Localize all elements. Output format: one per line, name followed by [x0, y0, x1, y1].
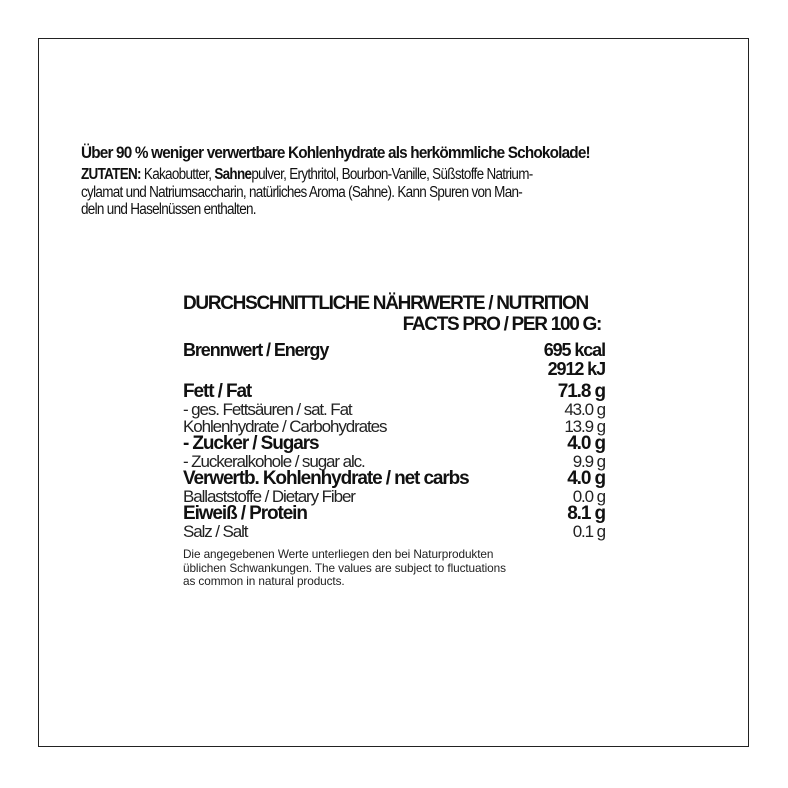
nutrient-value: 0.1 g [572, 522, 605, 541]
nutrient-value: 0.0 g [572, 487, 605, 506]
nutrient-value: 4.0 g [567, 433, 605, 454]
nutrient-label: Kohlenhydrate / Carbohydrates [183, 417, 387, 436]
nutrient-value: 71.8 g [557, 381, 605, 402]
energy-label: Brennwert / Energy [183, 340, 329, 360]
nutrient-value: 9.9 g [572, 452, 605, 471]
nutrient-label: - ges. Fettsäuren / sat. Fat [183, 400, 352, 419]
note-line-1: Die angegebenen Werte unterliegen den bei Naturprodukten [183, 547, 494, 561]
nutrient-label: Salz / Salt [183, 522, 248, 541]
energy-kj-row [183, 360, 605, 379]
nutrition-title [183, 293, 605, 335]
note-line-3: as common in natural products. [183, 574, 345, 588]
ingredients-label: ZUTATEN: [81, 166, 141, 183]
nutrient-label: Ballaststoffe / Dietary Fiber [183, 487, 355, 506]
nutrient-label: - Zuckeralkohole / sugar alc. [183, 452, 365, 471]
headline: Über 90 % weniger verwertbare Kohlenhydrate als herkömmliche Schokolade! [81, 143, 590, 162]
nutrition-title-line-1: DURCHSCHNITTLICHE NÄHRWERTE / NUTRITION [183, 293, 588, 314]
nutrient-row-sat-fat [183, 401, 605, 418]
note-line-2: üblichen Schwankungen. The values are subject to fluctuations [183, 560, 506, 575]
ingredients-bold-word: Sahne [214, 166, 252, 183]
ingredients-line-2: cylamat und Natriumsaccharin, natürliches Aroma (Sahne). Kann Spuren von Man- [81, 183, 523, 201]
energy-row [183, 341, 605, 360]
ingredients-part-2: pulver, Erythritol, Bourbon-Vanille, Süßstoffe Natrium- [251, 166, 533, 183]
nutrient-value: 13.9 g [564, 417, 605, 436]
nutrient-row-salt [183, 523, 605, 540]
energy-kcal: 695 kcal [543, 340, 605, 360]
ingredients-line-3: deln und Haselnüssen enthalten. [81, 201, 256, 218]
nutrient-value: 4.0 g [567, 468, 605, 489]
energy-kj: 2912 kJ [547, 359, 605, 379]
nutrient-value: 43.0 g [564, 400, 605, 419]
disclaimer-note [183, 548, 605, 589]
ingredients-text [81, 166, 690, 219]
ingredients-line-1 [81, 166, 690, 184]
ingredients-part-1: Kakaobutter, [140, 166, 215, 183]
nutrient-label: Verwertb. Kohlenhydrate / net carbs [183, 468, 469, 489]
nutrient-value: 8.1 g [567, 503, 605, 524]
nutrition-table [183, 293, 605, 589]
nutrient-row-protein [183, 505, 605, 523]
nutrition-title-line-2: FACTS PRO / PER 100 G: [402, 314, 601, 335]
nutrient-row-sugars [183, 435, 605, 453]
nutrient-label: Fett / Fat [183, 381, 252, 402]
nutrient-label: Eiweiß / Protein [183, 503, 307, 524]
nutrient-label: - Zucker / Sugars [183, 433, 319, 454]
nutrient-row-fat [183, 383, 605, 401]
nutrient-row-net-carbs [183, 470, 605, 488]
